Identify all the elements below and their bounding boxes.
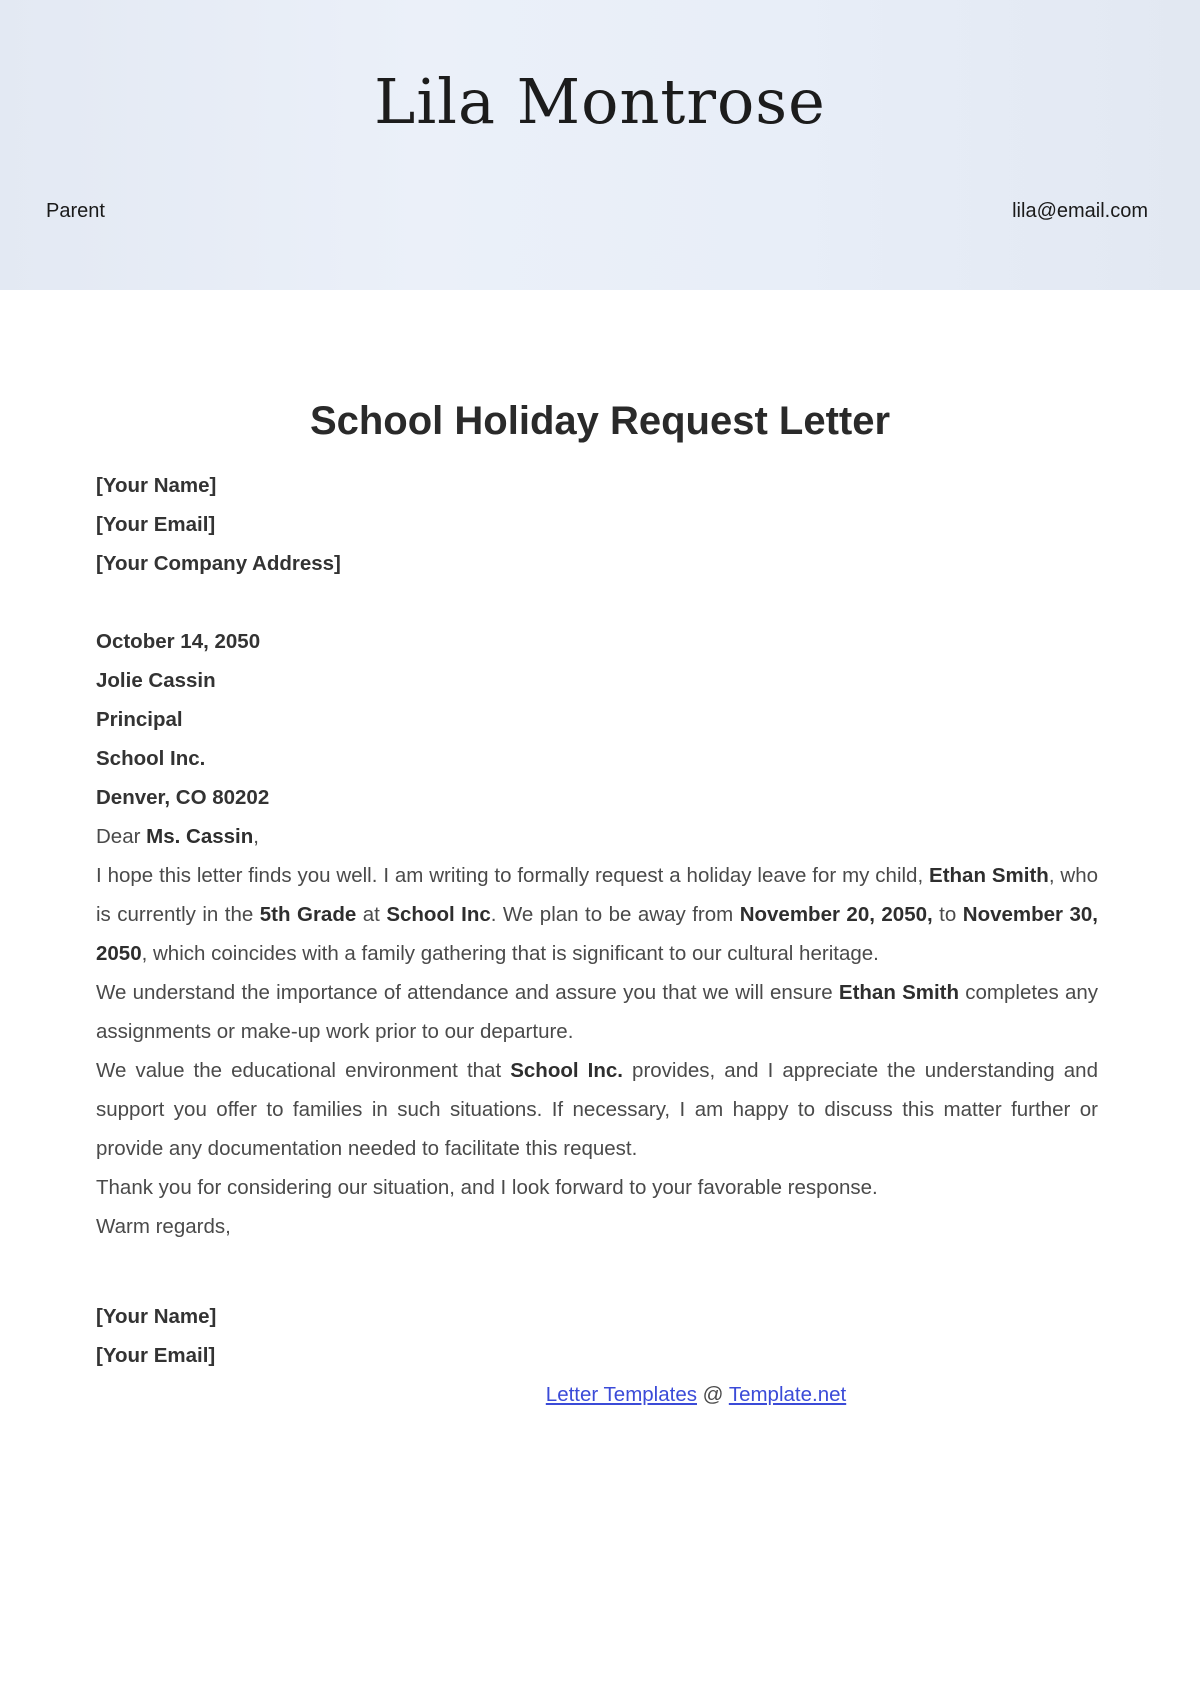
recipient-name: Jolie Cassin <box>96 669 216 692</box>
end-date: November 30, 2050 <box>96 903 1098 965</box>
paragraph-assurance: We understand the importance of attendance and assure you that we will ensure Ethan Smith completes any assignments or make-up work prior to our departure. <box>96 981 1098 1043</box>
letterhead-name: Lila Montrose <box>374 65 826 138</box>
recipient-company: School Inc. <box>96 747 206 770</box>
child-name: Ethan Smith <box>929 864 1049 887</box>
letterhead-role: Parent <box>46 200 105 222</box>
sender-email: [Your Email] <box>96 513 216 536</box>
salutation-name: Ms. Cassin <box>146 825 254 848</box>
school-name: School Inc <box>386 903 491 926</box>
letter-date: October 14, 2050 <box>96 630 261 653</box>
salutation <box>96 817 1098 856</box>
letterhead-email: lila@email.com <box>1012 200 1148 222</box>
paragraph-appreciation: We value the educational environment that School Inc. provides, and I appreciate the understanding and support you offer to families in such situations. If necessary, I am happy to discuss this matter further or provide any documentation needed to facilitate this request. <box>96 1059 1098 1160</box>
sender-name: [Your Name] <box>96 474 217 497</box>
child-name: Ethan Smith <box>838 981 960 1004</box>
salutation-prefix: Dear <box>96 825 147 848</box>
signature-email: [Your Email] <box>96 1344 216 1367</box>
document-title: School Holiday Request Letter <box>309 399 891 443</box>
recipient-position: Principal <box>96 708 183 731</box>
closing: Warm regards, <box>96 1215 231 1238</box>
grade: 5th Grade <box>259 903 357 926</box>
sender-address: [Your Company Address] <box>96 552 341 575</box>
letterhead <box>0 0 1200 290</box>
footer-separator: @ <box>696 1383 729 1406</box>
letter-body <box>96 466 1098 1414</box>
letter-templates-link[interactable]: Letter Templates <box>545 1383 697 1406</box>
recipient-city: Denver, CO 80202 <box>96 786 270 809</box>
start-date: November 20, 2050, <box>739 903 933 926</box>
template-net-link[interactable]: Template.net <box>728 1383 847 1406</box>
spacer <box>96 583 1098 622</box>
salutation-suffix: , <box>253 825 259 848</box>
signature-name: [Your Name] <box>96 1305 217 1328</box>
spacer <box>96 1246 1098 1297</box>
paragraph-thanks: Thank you for considering our situation, and I look forward to your favorable response. <box>96 1176 878 1199</box>
footer-credit <box>96 1375 1200 1414</box>
paragraph-request: I hope this letter finds you well. I am writing to formally request a holiday leave for my child, Ethan Smith, who is currently in the 5th Grade at School Inc. We plan to be away from November 20, 2050, to November 30, 2050, which coincides with a family gathering that is significant to our cultural heritage. <box>96 864 1098 965</box>
school-name: School Inc. <box>510 1059 623 1082</box>
